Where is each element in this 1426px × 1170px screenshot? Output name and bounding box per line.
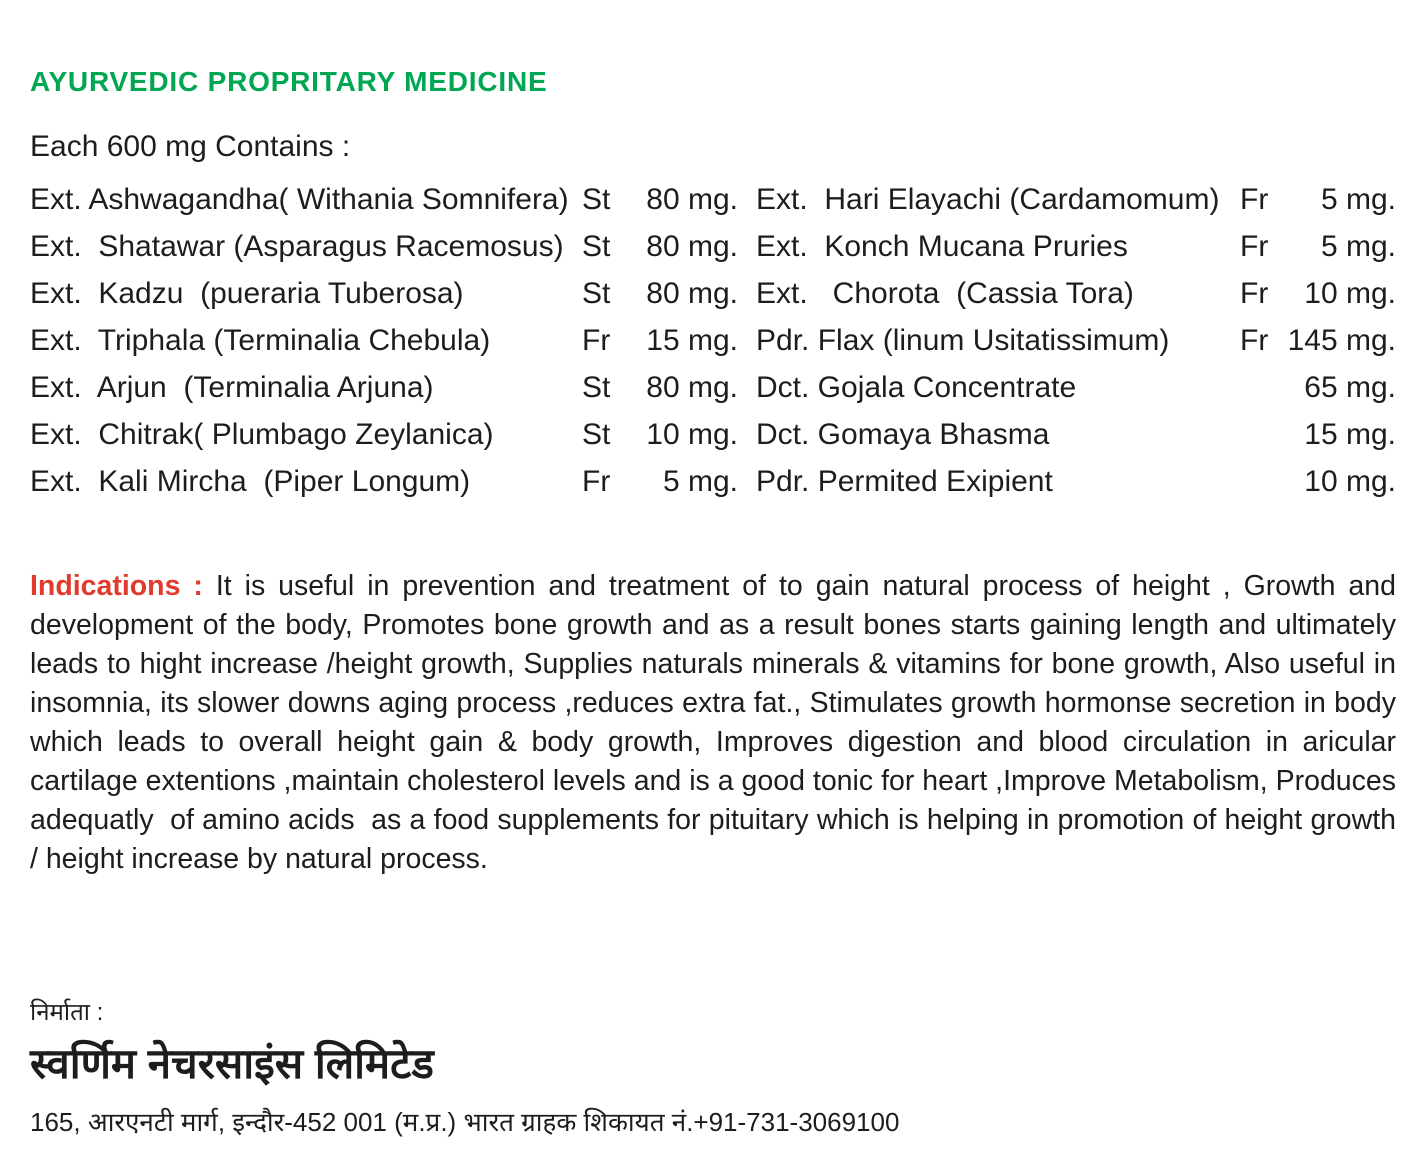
ingredient-row	[30, 270, 738, 317]
ingredient-row	[756, 317, 1396, 364]
ingredient-amount: 10 mg.	[646, 418, 738, 451]
ingredient-amount: 65 mg.	[1304, 371, 1396, 404]
indications-text: It is useful in prevention and treatment of to gain natural process of height , Growth and development of the body, Promotes bone growth and as a result bones starts gaining length and ultimately leads to hight increase /height growth, Supplies naturals minerals & vitamins for bone growth, Also useful in insomnia, its slower downs aging process ,reduces extra fat., Stimulates growth hormonse secretion in body which leads to overall height gain & body growth, Improves digestion and blood circulation in aricular cartilage extentions ,maintain cholesterol levels and is a good tonic for heart ,Improve Metabolism, Produces adequatly of amino acids as a food supplements for pituitary which is helping in promotion of height growth / height increase by natural process.	[30, 570, 1404, 875]
ingredient-amount: 145 mg.	[1287, 324, 1396, 357]
ingredient-name: Ext. Hari Elayachi (Cardamomum)	[756, 183, 1220, 216]
ingredient-part: Fr	[1240, 183, 1269, 216]
ingredient-part: St	[582, 418, 611, 451]
ingredient-amount: 10 mg.	[1304, 465, 1396, 498]
ingredient-name: Ext. Konch Mucana Pruries	[756, 230, 1128, 263]
ingredient-name: Ext. Shatawar (Asparagus Racemosus)	[30, 230, 564, 263]
ingredient-part: St	[582, 277, 611, 310]
manufacturer-label: निर्माता :	[30, 999, 104, 1026]
ingredient-amount: 15 mg.	[646, 324, 738, 357]
ingredients-table	[30, 176, 1396, 505]
ingredient-name: Ext. Triphala (Terminalia Chebula)	[30, 324, 491, 357]
ingredients-column-right	[756, 176, 1396, 505]
indications-paragraph	[30, 567, 1404, 879]
ingredient-row	[756, 270, 1396, 317]
ingredient-amount: 10 mg.	[1304, 277, 1396, 310]
ingredient-row	[756, 364, 1396, 411]
ingredient-row	[30, 458, 738, 505]
ingredient-amount: 15 mg.	[1304, 418, 1396, 451]
ingredient-name: Dct. Gomaya Bhasma	[756, 418, 1050, 451]
ingredient-part: St	[582, 230, 611, 263]
ingredients-column-left	[30, 176, 738, 505]
ingredient-name: Ext. Kali Mircha (Piper Longum)	[30, 465, 471, 498]
ingredient-name: Pdr. Permited Exipient	[756, 465, 1053, 498]
page-title: AYURVEDIC PROPRITARY MEDICINE	[30, 66, 548, 97]
ingredient-row	[756, 223, 1396, 270]
ingredient-row	[30, 317, 738, 364]
indications-label: Indications :	[30, 570, 216, 602]
ingredient-amount: 5 mg.	[1320, 230, 1396, 263]
ingredient-part: Fr	[582, 465, 611, 498]
ingredient-part: St	[582, 371, 611, 404]
ingredient-name: Ext. Arjun (Terminalia Arjuna)	[30, 371, 434, 404]
ingredient-row	[756, 411, 1396, 458]
ingredient-row	[30, 176, 738, 223]
ingredient-part: St	[582, 183, 611, 216]
ingredient-row	[30, 411, 738, 458]
ingredient-row	[30, 223, 738, 270]
ingredient-part: Fr	[1240, 277, 1269, 310]
composition-heading: Each 600 mg Contains :	[30, 130, 351, 163]
ingredient-amount: 80 mg.	[646, 230, 738, 263]
ingredient-name: Dct. Gojala Concentrate	[756, 371, 1077, 404]
ingredient-row	[756, 458, 1396, 505]
ingredient-name: Ext. Ashwagandha( Withania Somnifera)	[30, 183, 569, 216]
ingredient-row	[30, 364, 738, 411]
ingredient-name: Ext. Chitrak( Plumbago Zeylanica)	[30, 418, 494, 451]
ingredient-amount: 5 mg.	[662, 465, 738, 498]
ingredient-name: Ext. Kadzu (pueraria Tuberosa)	[30, 277, 464, 310]
ingredient-part: Fr	[1240, 230, 1269, 263]
ingredient-row	[756, 176, 1396, 223]
ingredient-part: Fr	[1240, 324, 1269, 357]
ingredient-amount: 5 mg.	[1320, 183, 1396, 216]
manufacturer-block	[30, 995, 899, 1139]
ingredient-amount: 80 mg.	[646, 183, 738, 216]
manufacturer-address: 165, आरएनटी मार्ग, इन्दौर-452 001 (म.प्र.) भारत ग्राहक शिकायत नं.+91-731-3069100	[30, 1107, 900, 1137]
ingredient-name: Pdr. Flax (linum Usitatissimum)	[756, 324, 1170, 357]
ingredient-name: Ext. Chorota (Cassia Tora)	[756, 277, 1134, 310]
ingredient-amount: 80 mg.	[646, 371, 738, 404]
ingredient-amount: 80 mg.	[646, 277, 738, 310]
manufacturer-name: स्वर्णिम नेचरसाइंस लिमिटेड	[30, 1040, 434, 1087]
ingredient-part: Fr	[582, 324, 611, 357]
